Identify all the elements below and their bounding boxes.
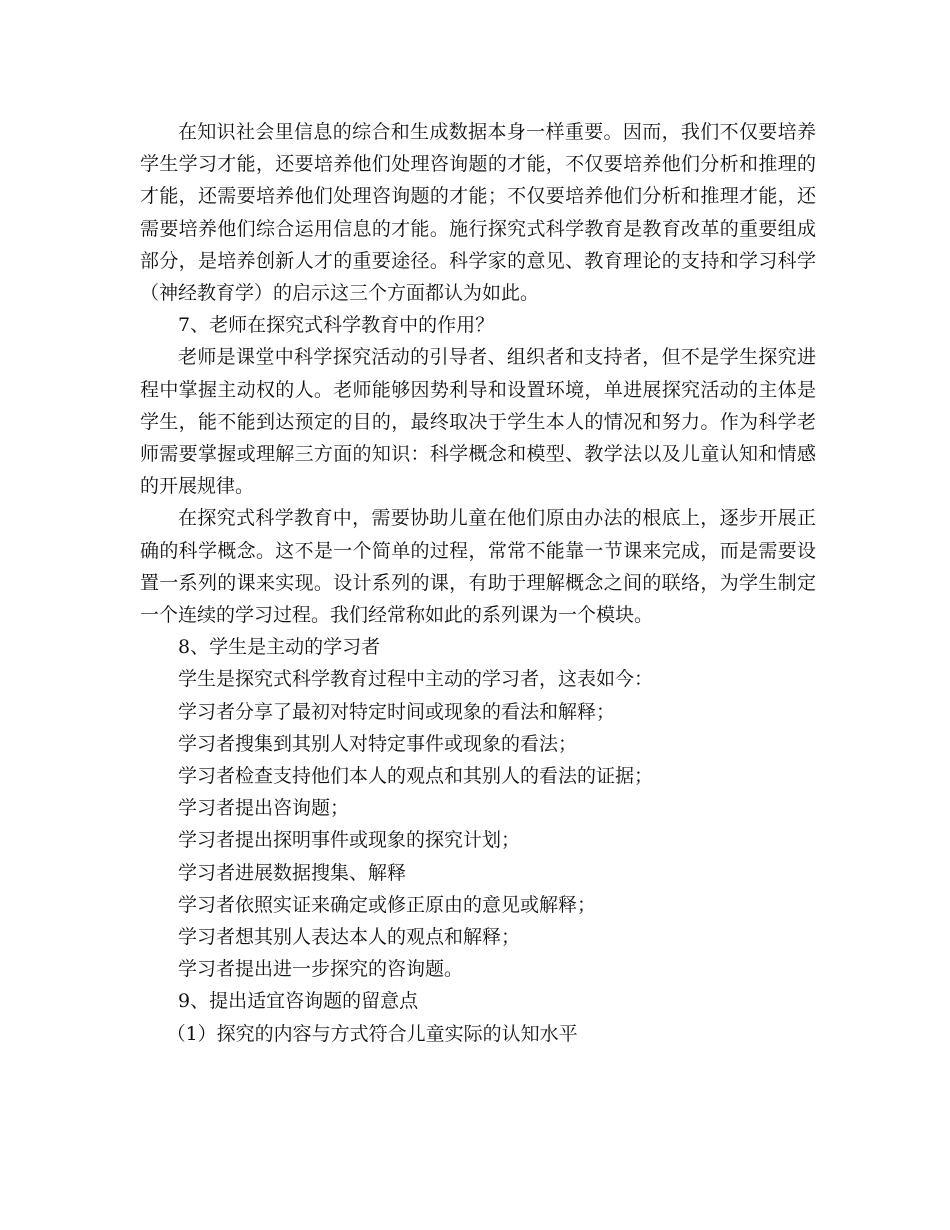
list-item: 学习者依照实证来确定或修正原由的意见或解释； (178, 893, 597, 916)
paragraph-teacher-role: 老师是课堂中科学探究活动的引导者、组织者和支持者，但不是学生探究进程中掌握主动权的人。老师能够因势利导和设置环境，单进展探究活动的主体是学生，能不能到达预定的目的，最终取决于学生本人的情况和努力。作为科学老师需要掌握或理解三方面的知识：科学概念和模型、教学法以及儿童认知和情感的开展规律。 (140, 346, 816, 498)
list-item: 学习者搜集到其别人对特定事件或现象的看法； (178, 732, 578, 755)
paragraph-knowledge-society: 在知识社会里信息的综合和生成数据本身一样重要。因而，我们不仅要培养学生学习才能，还要培养他们处理咨询题的才能，不仅要培养他们分析和推理的才能，还需要培养他们处理咨询题的才能；不仅要培养他们分析和推理才能，还需要培养他们综合运用信息的才能。施行探究式科学教育是教育改革的重要组成部分，是培养创新人才的重要途径。科学家的意见、教育理论的支持和学习科学（神经教育学）的启示这三个方面都认为如此。 (140, 121, 816, 305)
list-item: 学习者检查支持他们本人的观点和其别人的看法的证据； (178, 765, 654, 788)
document-body (140, 116, 816, 1050)
list-item: 学习者提出探明事件或现象的探究计划； (178, 829, 521, 852)
list-item: 学习者分享了最初对特定时间或现象的看法和解释； (178, 700, 616, 723)
list-item: 学习者提出咨询题； (178, 797, 350, 820)
list-item: 学习者进展数据搜集、解释 (178, 861, 407, 884)
heading-teacher-role: 7、老师在探究式科学教育中的作用？ (178, 314, 495, 337)
heading-active-learner: 8、学生是主动的学习者 (178, 636, 381, 659)
list-item: 学习者想其别人表达本人的观点和解释； (178, 926, 521, 949)
list-item: 学习者提出进一步探究的咨询题。 (178, 958, 464, 981)
list-intro: 学生是探究式科学教育过程中主动的学习者，这表如今： (178, 668, 654, 691)
heading-question-points: 9、提出适宜咨询题的留意点 (178, 990, 419, 1013)
sub-item-1: （1）探究的内容与方式符合儿童实际的认知水平 (166, 1022, 578, 1045)
paragraph-module: 在探究式科学教育中，需要协助儿童在他们原由办法的根底上，逐步开展正确的科学概念。这不是一个简单的过程，常常不能靠一节课来完成，而是需要设置一系列的课来实现。设计系列的课，有助于理解概念之间的联络，为学生制定一个连续的学习过程。我们经常称如此的系列课为一个模块。 (140, 507, 816, 627)
